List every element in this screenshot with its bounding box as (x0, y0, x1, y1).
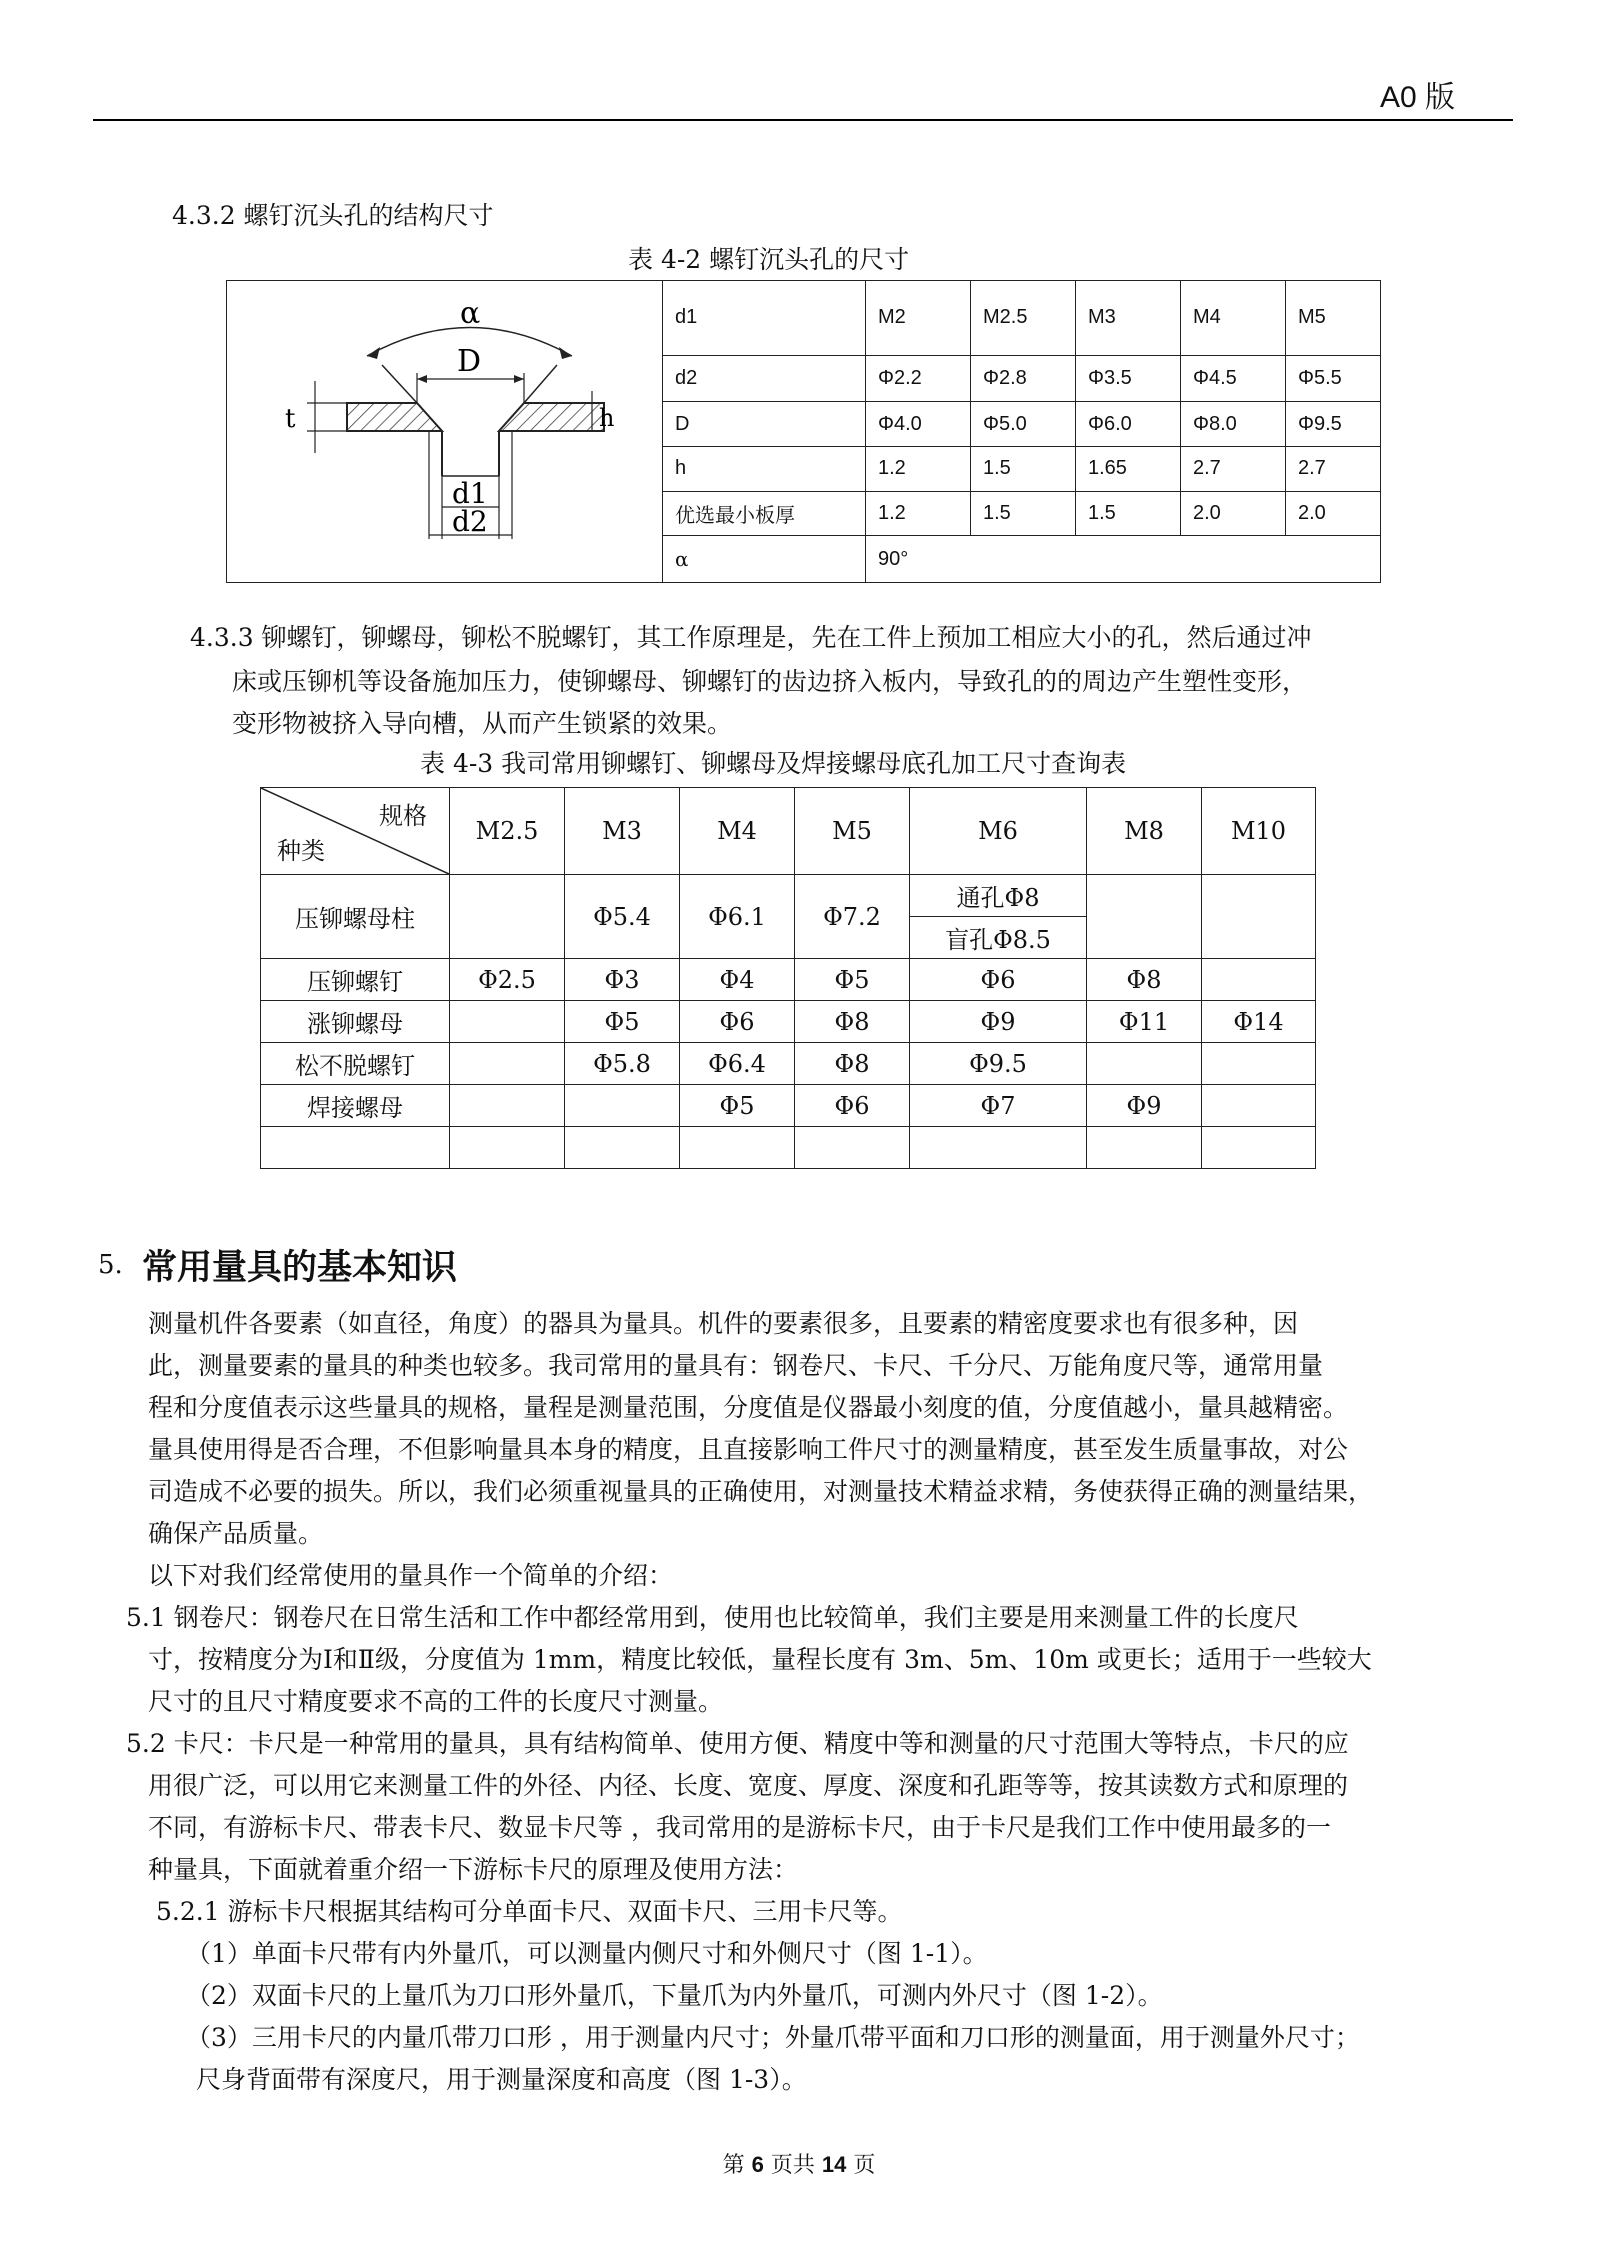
table-cell: Φ5.8 (565, 1043, 680, 1085)
table-cell: Φ4.0 (866, 402, 971, 447)
table-cell: 1.5 (971, 491, 1076, 536)
table-cell (680, 1127, 795, 1169)
table-cell: Φ9.5 (910, 1043, 1087, 1085)
column-header: M8 (1087, 788, 1202, 875)
table-cell: 1.65 (1076, 447, 1181, 492)
table-cell: D (663, 402, 866, 447)
table-cell: Φ2.2 (866, 355, 971, 402)
table-cell: d2 (663, 355, 866, 402)
paragraph-line: （1）单面卡尺带有内外量爪，可以测量内侧尺寸和外侧尺寸（图 1-1）。 (186, 1939, 988, 1968)
column-header: M4 (680, 788, 795, 875)
section-5-number: 5. (98, 1250, 123, 1280)
table-cell (795, 1127, 910, 1169)
table-cell: Φ6 (680, 1001, 795, 1043)
table-cell: Φ4 (680, 959, 795, 1001)
D-label: D (457, 344, 482, 379)
table-cell: Φ5.4 (565, 875, 680, 959)
paragraph-line: 不同，有游标卡尺、带表卡尺、数显卡尺等 ，我司常用的是游标卡尺，由于卡尺是我们工作中使用最多的一 (148, 1813, 1331, 1842)
table-cell (450, 1085, 565, 1127)
paragraph-line: 测量机件各要素（如直径，角度）的器具为量具。机件的要素很多，且要素的精密度要求也有很多种，因 (148, 1309, 1299, 1338)
table-cell (565, 1127, 680, 1169)
header-rule (93, 119, 1513, 121)
table-cell: Φ7 (910, 1085, 1087, 1127)
table-cell: Φ11 (1087, 1001, 1202, 1043)
header-kind: 种类 (277, 837, 325, 865)
table-cell: Φ8 (795, 1043, 910, 1085)
table-cell: 1.2 (866, 491, 971, 536)
table-cell (450, 1127, 565, 1169)
table-cell: Φ14 (1202, 1001, 1316, 1043)
table-cell: 2.0 (1181, 491, 1286, 536)
paragraph-line: 以下对我们经常使用的量具作一个简单的介绍： (148, 1561, 674, 1590)
table-cell: 2.0 (1286, 491, 1381, 536)
rivet-table (260, 787, 1316, 1169)
table-cell: Φ6.0 (1076, 402, 1181, 447)
footer-prefix: 第 (722, 2153, 745, 2178)
table-cell: Φ3 (565, 959, 680, 1001)
column-header: M6 (910, 788, 1087, 875)
table-cell (1202, 959, 1316, 1001)
paragraph-line: 变形物被挤入导向槽，从而产生锁紧的效果。 (232, 709, 733, 738)
paragraph-line: 司造成不必要的损失。所以，我们必须重视量具的正确使用，对测量技术精益求精，务使获得正确的测量结果， (148, 1477, 1374, 1506)
paragraph-line: 5.1 钢卷尺：钢卷尺在日常生活和工作中都经常用到，使用也比较简单，我们主要是用来测量工件的长度尺 (126, 1603, 1299, 1632)
table-cell: 1.5 (1076, 491, 1181, 536)
column-header: M10 (1202, 788, 1316, 875)
paragraph-line: 尺身背面带有深度尺，用于测量深度和高度（图 1-3）。 (196, 2065, 807, 2094)
table-cell: Φ6.1 (680, 875, 795, 959)
table-cell: Φ5 (680, 1085, 795, 1127)
row-label: 压铆螺母柱 (261, 875, 450, 959)
column-header: M2.5 (450, 788, 565, 875)
table-cell (1087, 1127, 1202, 1169)
footer-suffix: 页 (853, 2153, 876, 2178)
footer-page-number: 6 (751, 2152, 764, 2177)
table-cell: Φ5.0 (971, 402, 1076, 447)
table-cell: Φ5.5 (1286, 355, 1381, 402)
table-cell (450, 875, 565, 959)
row-label: 压铆螺钉 (261, 959, 450, 1001)
table-4-2-caption: 表 4-2 螺钉沉头孔的尺寸 (628, 245, 910, 274)
table-cell: M2 (866, 281, 971, 356)
table-cell: Φ6.4 (680, 1043, 795, 1085)
header-spec: 规格 (379, 802, 427, 830)
footer-total-pages: 14 (821, 2152, 847, 2177)
table-cell: Φ8 (1087, 959, 1202, 1001)
row-label: 焊接螺母 (261, 1085, 450, 1127)
paragraph-line: 量具使用得是否合理，不但影响量具本身的精度，且直接影响工件尺寸的测量精度，甚至发生质量事故，对公 (148, 1435, 1349, 1464)
alpha-label: α (460, 296, 481, 331)
table-cell (910, 1127, 1087, 1169)
table-cell: Φ9 (1087, 1085, 1202, 1127)
table-cell: Φ8.0 (1181, 402, 1286, 447)
table-cell: 2.7 (1181, 447, 1286, 492)
paragraph-line: 确保产品质量。 (148, 1519, 324, 1548)
section-4-3-2-heading: 4.3.2 螺钉沉头孔的结构尺寸 (172, 201, 494, 230)
table-cell: 盲孔Φ8.5 (910, 917, 1087, 959)
table-header-corner (261, 788, 450, 875)
table-cell: d1 (663, 281, 866, 356)
paragraph-line: 用很广泛，可以用它来测量工件的外径、内径、长度、宽度、厚度、深度和孔距等等，按其读数方式和原理的 (148, 1771, 1349, 1800)
table-cell: Φ2.8 (971, 355, 1076, 402)
table-cell: α (663, 536, 866, 583)
table-cell: Φ2.5 (450, 959, 565, 1001)
paragraph-line: 寸，按精度分为Ⅰ和Ⅱ级，分度值为 1mm，精度比较低，量程长度有 3m、5m、10m 或更长；适用于一些较大 (148, 1645, 1372, 1674)
table-cell (565, 1085, 680, 1127)
table-cell (450, 1043, 565, 1085)
section-5-title: 常用量具的基本知识 (142, 1248, 458, 1287)
table-cell: Φ5 (565, 1001, 680, 1043)
table-cell: Φ9 (910, 1001, 1087, 1043)
paragraph-line: 5.2 卡尺：卡尺是一种常用的量具，具有结构简单、使用方便、精度中等和测量的尺寸范围大等特点，卡尺的应 (126, 1729, 1349, 1758)
table-cell: Φ6 (795, 1085, 910, 1127)
paragraph-line: （3）三用卡尺的内量爪带刀口形 ，用于测量内尺寸；外量爪带平面和刀口形的测量面，用于测量外尺寸； (186, 2023, 1360, 2052)
table-cell: Φ9.5 (1286, 402, 1381, 447)
table-cell: M4 (1181, 281, 1286, 356)
countersink-table (226, 280, 1381, 583)
page-footer (0, 2148, 1598, 2179)
paragraph-line: 种量具，下面就着重介绍一下游标卡尺的原理及使用方法： (148, 1855, 799, 1884)
table-cell: 1.2 (866, 447, 971, 492)
table-cell (1202, 1127, 1316, 1169)
countersink-figure (227, 281, 663, 583)
table-cell: Φ6 (910, 959, 1087, 1001)
table-cell: M5 (1286, 281, 1381, 356)
table-cell: Φ8 (795, 1001, 910, 1043)
paragraph-line: （2）双面卡尺的上量爪为刀口形外量爪，下量爪为内外量爪，可测内外尺寸（图 1-2）。 (186, 1981, 1163, 2010)
paragraph-line: 程和分度值表示这些量具的规格，量程是测量范围，分度值是仪器最小刻度的值，分度值越小，量具越精密。 (148, 1393, 1349, 1422)
table-4-3-caption: 表 4-3 我司常用铆螺钉、铆螺母及焊接螺母底孔加工尺寸查询表 (420, 749, 1127, 778)
column-header: M5 (795, 788, 910, 875)
paragraph-line: 床或压铆机等设备施加压力，使铆螺母、铆螺钉的齿边挤入板内，导致孔的的周边产生塑性变形， (232, 667, 1308, 696)
d1-label: d1 (452, 477, 488, 510)
paragraph-line: 此，测量要素的量具的种类也较多。我司常用的量具有：钢卷尺、卡尺、千分尺、万能角度尺等，通常用量 (148, 1351, 1324, 1380)
table-cell (1087, 1043, 1202, 1085)
table-cell: Φ4.5 (1181, 355, 1286, 402)
paragraph-line: 5.2.1 游标卡尺根据其结构可分单面卡尺、双面卡尺、三用卡尺等。 (156, 1897, 903, 1926)
d2-label: d2 (452, 505, 488, 538)
row-label: 松不脱螺钉 (261, 1043, 450, 1085)
row-label (261, 1127, 450, 1169)
t-label: t (285, 404, 296, 434)
table-cell: Φ5 (795, 959, 910, 1001)
countersink-diagram (227, 281, 662, 576)
h-label: h (599, 404, 615, 432)
version-label: A0 版 (1380, 81, 1456, 114)
footer-middle: 页共 (770, 2153, 815, 2178)
table-cell: Φ3.5 (1076, 355, 1181, 402)
table-cell (1202, 1043, 1316, 1085)
column-header: M3 (565, 788, 680, 875)
paragraph-line: 4.3.3 铆螺钉，铆螺母，铆松不脱螺钉，其工作原理是，先在工件上预加工相应大小的孔，然后通过冲 (190, 623, 1312, 652)
table-cell (1202, 1085, 1316, 1127)
table-cell: 通孔Φ8 (910, 875, 1087, 917)
table-cell (1202, 875, 1316, 959)
table-cell: 优选最小板厚 (663, 491, 866, 536)
paragraph-line: 尺寸的且尺寸精度要求不高的工件的长度尺寸测量。 (148, 1687, 724, 1716)
table-cell: Φ7.2 (795, 875, 910, 959)
table-cell: h (663, 447, 866, 492)
table-cell (1087, 875, 1202, 959)
row-label: 涨铆螺母 (261, 1001, 450, 1043)
table-cell: 2.7 (1286, 447, 1381, 492)
table-cell: 90° (866, 536, 1381, 583)
table-cell: M3 (1076, 281, 1181, 356)
table-cell: M2.5 (971, 281, 1076, 356)
table-cell: 1.5 (971, 447, 1076, 492)
table-cell (450, 1001, 565, 1043)
